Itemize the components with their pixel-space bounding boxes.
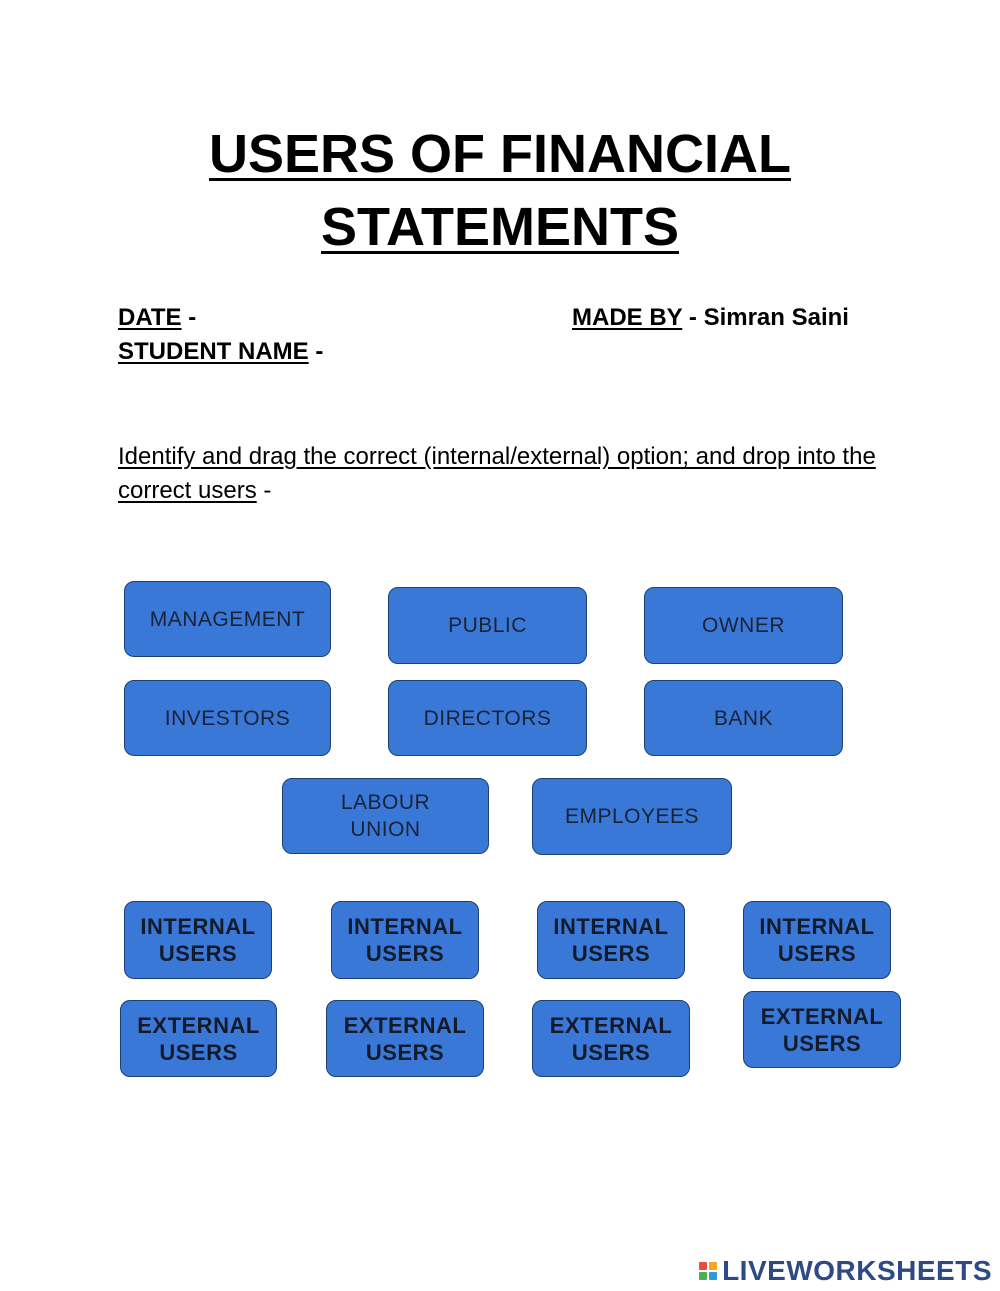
target-label: EXTERNAL USERS (343, 1012, 467, 1065)
option-public[interactable] (388, 587, 587, 664)
drop-target-internal-users[interactable] (537, 901, 685, 979)
option-label: DIRECTORS (423, 706, 552, 730)
instruction-suffix: - (256, 477, 272, 504)
drop-target-external-users[interactable] (532, 1000, 690, 1077)
date-field (118, 303, 196, 333)
drop-target-internal-users[interactable] (124, 901, 272, 979)
instruction-text: Identify and drag the correct (internal/external) option; and drop into the correct users (118, 443, 876, 504)
option-label: PUBLIC (448, 614, 527, 637)
made-by-value: - Simran Saini (682, 304, 849, 331)
student-name-field (118, 337, 323, 367)
option-label: OWNER (702, 614, 785, 637)
option-bank[interactable] (644, 680, 843, 756)
option-owner[interactable] (644, 587, 843, 664)
made-by-label: MADE BY (572, 304, 683, 331)
drop-target-internal-users[interactable] (331, 901, 479, 979)
student-name-label: STUDENT NAME (118, 338, 309, 365)
title-line-1: USERS OF FINANCIAL (208, 124, 791, 184)
option-investors[interactable] (124, 680, 331, 756)
logo-square (699, 1272, 707, 1280)
logo-square (699, 1262, 707, 1270)
option-employees[interactable] (532, 778, 732, 855)
option-labour-union[interactable] (282, 778, 489, 854)
logo-square (709, 1272, 717, 1280)
target-label: INTERNAL USERS (347, 914, 463, 966)
option-management[interactable] (124, 581, 331, 657)
date-separator: - (181, 304, 197, 331)
liveworksheets-logo (699, 1255, 992, 1287)
drop-target-external-users[interactable] (326, 1000, 484, 1077)
drop-target-external-users[interactable] (120, 1000, 277, 1077)
target-label: EXTERNAL USERS (760, 1003, 884, 1056)
target-label: INTERNAL USERS (553, 914, 669, 966)
target-label: EXTERNAL USERS (137, 1012, 260, 1065)
option-label: INVESTORS (164, 706, 291, 730)
drop-target-external-users[interactable] (743, 991, 901, 1068)
page-title (0, 118, 1000, 264)
drop-target-internal-users[interactable] (743, 901, 891, 979)
student-name-separator: - (308, 338, 324, 365)
logo-square (709, 1262, 717, 1270)
option-directors[interactable] (388, 680, 587, 756)
date-label: DATE (118, 304, 182, 331)
made-by-field (572, 303, 849, 333)
instruction (118, 440, 878, 508)
option-label: MANAGEMENT (149, 607, 306, 631)
target-label: INTERNAL USERS (759, 914, 875, 966)
option-label: EMPLOYEES (564, 805, 700, 828)
target-label: INTERNAL USERS (140, 914, 256, 966)
brand-name: LIVEWORKSHEETS (722, 1255, 992, 1286)
option-label: LABOUR UNION (340, 791, 431, 841)
title-line-2: STATEMENTS (321, 197, 679, 257)
target-label: EXTERNAL USERS (549, 1012, 673, 1065)
option-label: BANK (713, 706, 774, 730)
logo-mark-icon (699, 1262, 717, 1280)
